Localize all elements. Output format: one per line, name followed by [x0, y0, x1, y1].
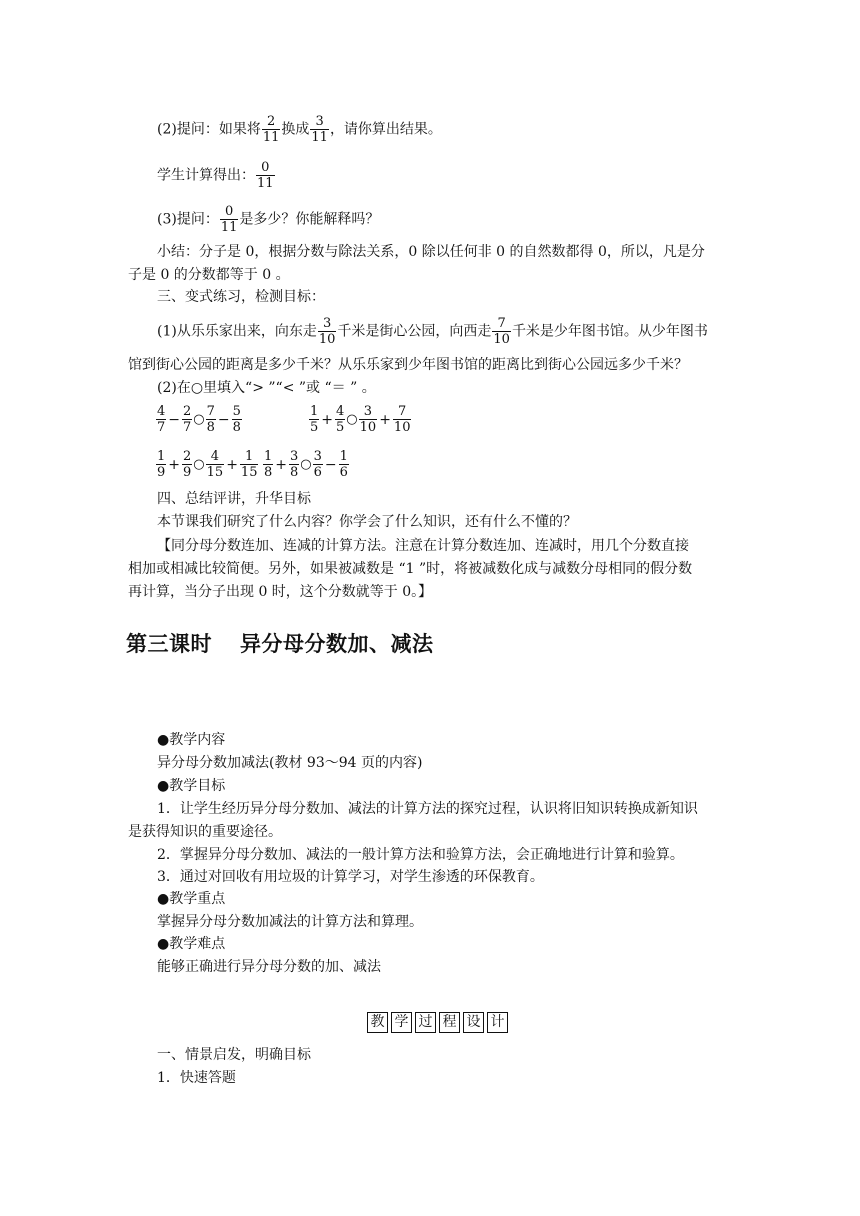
fraction: $\frac{1}{5}$: [310, 404, 319, 435]
fraction: $\frac{7}{8}$: [206, 404, 215, 435]
operator: +: [321, 411, 334, 428]
question-2-prefix: (2)提问：如果将: [157, 121, 261, 138]
goals-heading: ●教学目标: [157, 778, 226, 794]
exercise-2: (2)在○里填入“> ”“< ”或 “＝ ” 。: [157, 380, 376, 396]
section-3-heading: 三、变式练习，检测目标：: [157, 289, 325, 305]
key-point-text: 掌握异分母分数加减法的计算方法和算理。: [157, 914, 423, 930]
fraction-0-11: $\frac{0}{11}$: [257, 160, 274, 191]
operator: +: [168, 456, 181, 473]
question-2: [157, 114, 442, 145]
summary-line-2: 子是 0 的分数都等于 0 。: [128, 267, 290, 283]
content-heading: ●教学内容: [157, 732, 226, 748]
compare-expr-1: [155, 404, 243, 435]
operator: +: [275, 456, 288, 473]
fraction-3-11: $\frac{3}{11}$: [311, 114, 328, 145]
operator: +: [226, 456, 238, 473]
note-line-1: 【同分母分数连加、连减的计算方法。注意在计算分数连加、连减时，用几个分数直接: [157, 538, 689, 554]
fraction: $\frac{7}{10}$: [393, 404, 411, 435]
compare-circle: ○: [300, 456, 312, 472]
fraction: $\frac{1}{9}$: [157, 449, 166, 480]
section-1-heading: 一、情景启发，明确目标: [157, 1047, 311, 1063]
fraction: $\frac{2}{7}$: [183, 404, 192, 435]
fraction: $\frac{4}{7}$: [157, 404, 166, 435]
content-text: 异分母分数加减法(教材 93～94 页的内容): [157, 755, 423, 771]
key-point-heading: ●教学重点: [157, 891, 226, 907]
goal-1-line-1: 1．让学生经历异分母分数加、减法的计算方法的探究过程，认识将旧知识转换成新知识: [157, 801, 698, 817]
fraction: $\frac{1}{8}$: [264, 449, 273, 480]
difficulty-heading: ●教学难点: [157, 936, 226, 952]
fraction: $\frac{3}{8}$: [290, 449, 299, 480]
fraction: $\frac{4}{5}$: [336, 404, 345, 435]
lesson-title: 第三课时 异分母分数加、减法: [126, 632, 434, 656]
question-2-middle: 换成: [281, 121, 310, 138]
compare-expr-2: [308, 404, 412, 435]
student-result: 学生计算得出： $\frac{0}{11}$: [157, 160, 274, 191]
section-4-heading: 四、总结评讲，升华目标: [157, 491, 311, 507]
goal-3: 3．通过对回收有用垃圾的计算学习，对学生渗透的环保教育。: [157, 869, 544, 885]
difficulty-text: 能够正确进行异分母分数的加、减法: [157, 959, 381, 975]
fraction-0-11-b: $\frac{0}{11}$: [220, 204, 238, 235]
note-line-2: 相加或相减比较简便。另外，如果被减数是 “1 ”时，将被减数化成与减数分母相同的假分数: [128, 561, 693, 577]
operator: −: [324, 456, 337, 473]
exercise-1: (1)从乐乐家出来，向东走 $\frac{3}{10}$ 千米是街心公园，向西走 $\frac{7}{10}$ 千米是少年图书馆。从少年图书: [157, 316, 708, 347]
question-2-suffix: ，请你算出结果。: [329, 121, 442, 138]
fraction: $\frac{4}{15}$: [206, 449, 224, 480]
operator: −: [217, 411, 230, 428]
operator: +: [379, 411, 391, 428]
fraction: $\frac{2}{9}$: [183, 449, 192, 480]
exercise-1-line-2: 馆到街心公园的距离是多少千米？从乐乐家到少年图书馆的距离比到街心公园远多少千米？: [128, 357, 688, 373]
goal-2: 2．掌握异分母分数加、减法的一般计算方法和验算方法，会正确地进行计算和验算。: [157, 847, 684, 863]
summary-line-1: 小结：分子是 0，根据分数与除法关系，0 除以任何非 0 的自然数都得 0，所以，凡是分: [157, 244, 705, 260]
fraction: $\frac{1}{15}$: [240, 449, 258, 480]
fraction: $\frac{3}{10}$: [359, 404, 377, 435]
compare-circle: ○: [193, 411, 205, 427]
compare-circle: ○: [346, 411, 358, 427]
question-3: (3)提问： $\frac{0}{11}$ 是多少？你能解释吗？: [157, 204, 380, 235]
compare-expr-4: [262, 449, 350, 480]
compare-circle: ○: [193, 456, 205, 472]
quick-answer: 1．快速答题: [157, 1070, 236, 1086]
compare-expr-3: [155, 449, 259, 480]
fraction-2-11: $\frac{2}{11}$: [262, 114, 280, 145]
teaching-process-design-title: 教 学 过 程 设 计: [367, 1012, 508, 1033]
fraction: $\frac{1}{6}$: [339, 449, 348, 480]
fraction: $\frac{5}{8}$: [232, 404, 241, 435]
goal-1-line-2: 是获得知识的重要途径。: [128, 824, 282, 840]
fraction-3-10: $\frac{3}{10}$: [318, 316, 336, 347]
operator: −: [168, 411, 181, 428]
fraction-7-10: $\frac{7}{10}$: [493, 316, 510, 347]
fraction: $\frac{3}{6}$: [313, 449, 322, 480]
note-line-3: 再计算，当分子出现 0 时，这个分数就等于 0。】: [128, 584, 433, 600]
review-question: 本节课我们研究了什么内容？你学会了什么知识，还有什么不懂的？: [157, 514, 577, 530]
